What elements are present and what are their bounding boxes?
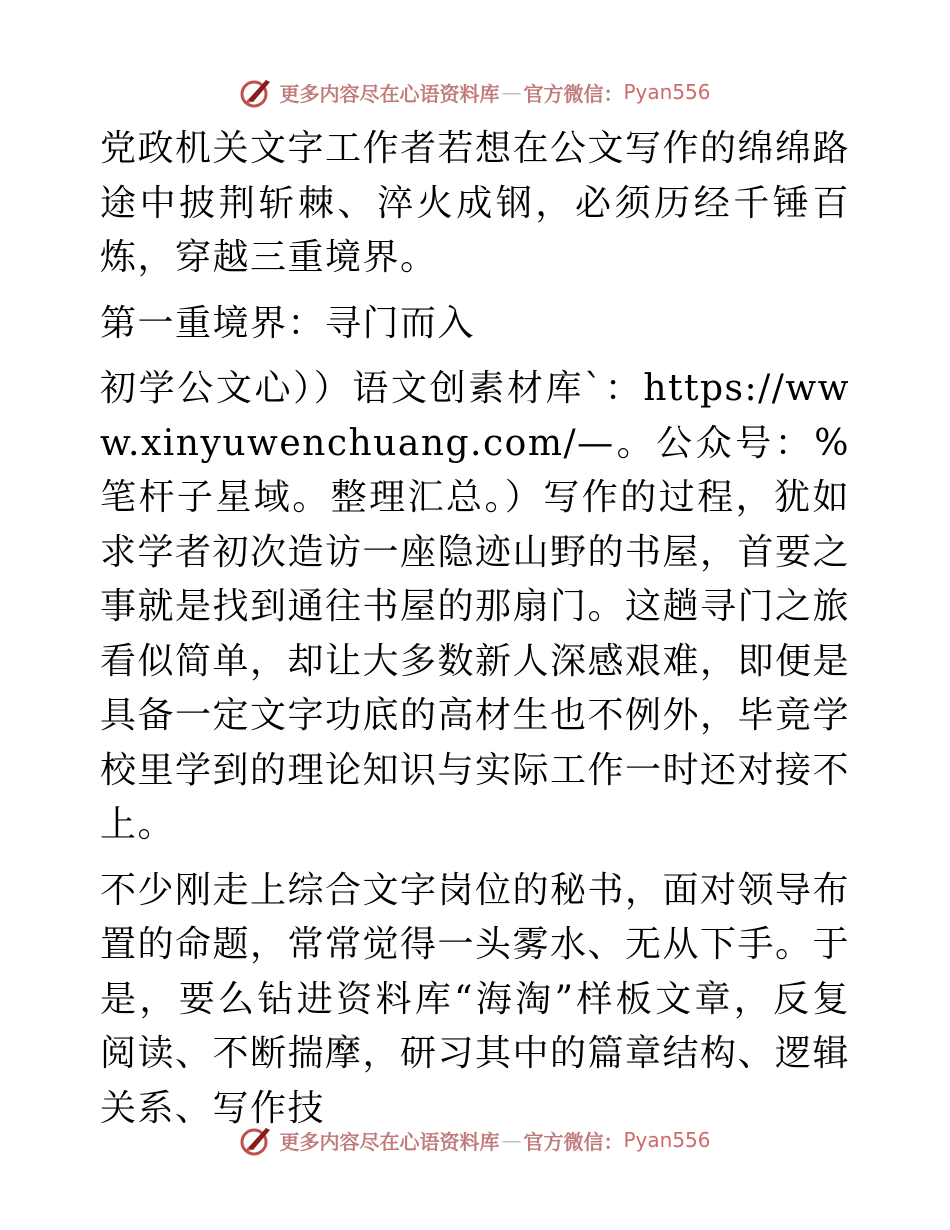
banner-dash: —	[501, 1128, 522, 1152]
document-body	[100, 122, 850, 1136]
footer-watermark-banner	[0, 1120, 950, 1160]
banner-slogan: 更多内容尽在心语资料库	[279, 1129, 500, 1154]
banner-wechat-label: 官方微信：	[523, 81, 624, 106]
header-watermark-banner	[0, 72, 950, 112]
banner-wechat-id: Pyan556	[623, 1128, 711, 1152]
paragraph-intro: 党政机关文字工作者若想在公文写作的绵绵路途中披荆斩棘、淬火成钢，必须历经千锤百炼，穿越三重境界。	[100, 128, 851, 278]
banner-wechat-id: Pyan556	[623, 80, 711, 104]
quill-pen-logo-icon	[239, 75, 273, 109]
banner-slogan: 更多内容尽在心语资料库	[279, 81, 500, 106]
banner-dash: —	[501, 80, 522, 104]
paragraph-body-2: 不少刚走上综合文字岗位的秘书，面对领导布置的命题，常常觉得一头雾水、无从下手。于是，要么钻进资料库“海淘”样板文章，反复阅读、不断揣摩，研习其中的篇章结构、逻辑关系、写作技	[100, 869, 851, 1129]
section-heading: 第一重境界：寻门而入	[100, 302, 476, 344]
quill-pen-logo-icon	[239, 1123, 273, 1157]
paragraph-body-1: 初学公文心））语文创素材库`：https://www.xinyuwenchuang.com/—。公众号：%笔杆子星域。整理汇总。）写作的过程，犹如求学者初次造访一座隐迹山野的书屋，首要之事就是找到通往书屋的那扇门。这趟寻门之旅看似简单，却让大多数新人深感艰难，即便是具备一定文字功底的高材生也不例外，毕竟学校里学到的理论知识与实际工作一时还对接不上。	[100, 368, 851, 845]
banner-wechat-label: 官方微信：	[523, 1129, 624, 1154]
